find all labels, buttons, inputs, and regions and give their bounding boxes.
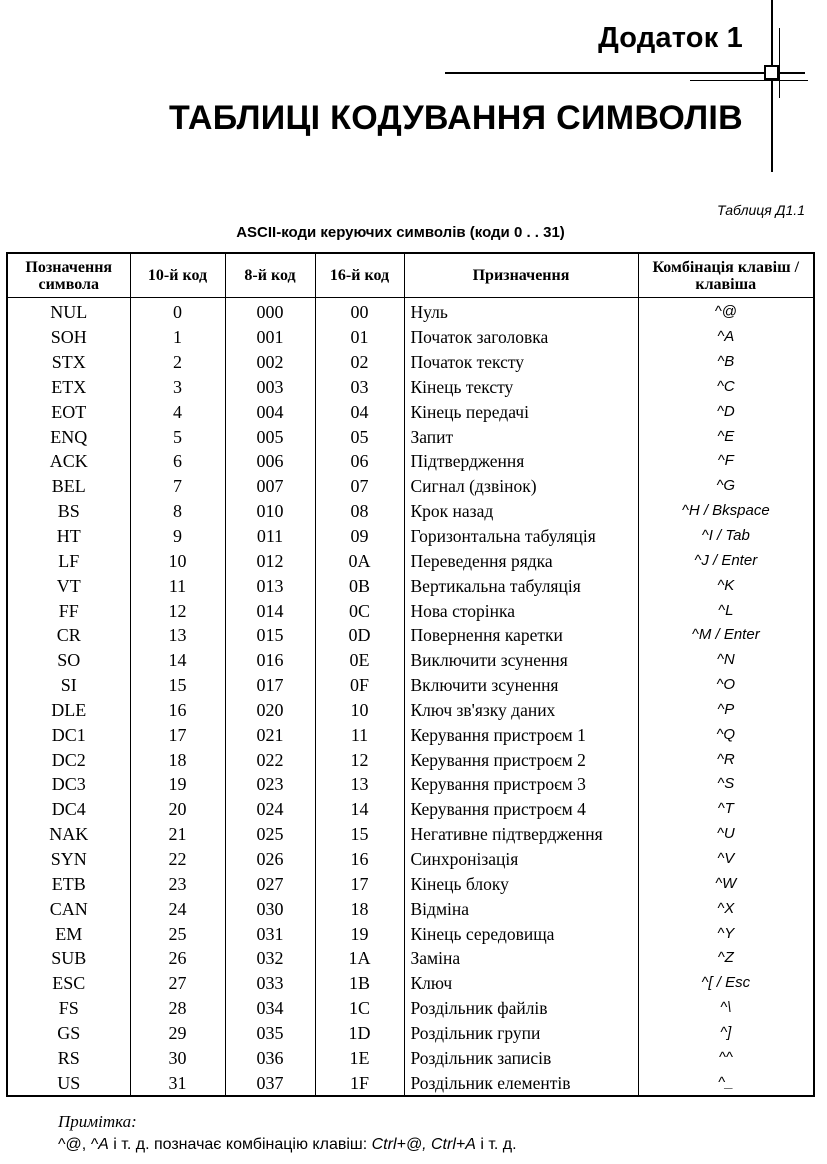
cell-hex: 03 xyxy=(315,375,404,400)
cell-decimal: 14 xyxy=(130,648,225,673)
cell-symbol: FF xyxy=(7,598,130,623)
cell-key-combo: ^T xyxy=(638,797,814,822)
decorative-rule-vertical xyxy=(771,0,773,172)
cell-key-combo: ^Q xyxy=(638,722,814,747)
cell-decimal: 5 xyxy=(130,424,225,449)
cell-octal: 023 xyxy=(225,772,315,797)
cell-hex: 14 xyxy=(315,797,404,822)
cell-octal: 004 xyxy=(225,399,315,424)
cell-symbol: SI xyxy=(7,673,130,698)
cell-octal: 012 xyxy=(225,548,315,573)
cell-symbol: CR xyxy=(7,623,130,648)
cell-hex: 13 xyxy=(315,772,404,797)
cell-decimal: 15 xyxy=(130,673,225,698)
cell-decimal: 12 xyxy=(130,598,225,623)
cell-symbol: SUB xyxy=(7,946,130,971)
cell-decimal: 10 xyxy=(130,548,225,573)
cell-hex: 09 xyxy=(315,524,404,549)
cell-octal: 033 xyxy=(225,971,315,996)
cell-hex: 1D xyxy=(315,1020,404,1045)
cell-octal: 002 xyxy=(225,350,315,375)
cell-hex: 0A xyxy=(315,548,404,573)
cell-octal: 037 xyxy=(225,1070,315,1096)
table-row xyxy=(7,449,814,474)
cell-decimal: 9 xyxy=(130,524,225,549)
table-row xyxy=(7,524,814,549)
table-row xyxy=(7,598,814,623)
cell-key-combo: ^^ xyxy=(638,1045,814,1070)
cell-decimal: 18 xyxy=(130,747,225,772)
table-row xyxy=(7,747,814,772)
cell-hex: 0F xyxy=(315,673,404,698)
cell-symbol: ACK xyxy=(7,449,130,474)
cell-symbol: SOH xyxy=(7,325,130,350)
table-caption xyxy=(0,224,827,241)
table-row xyxy=(7,298,814,325)
cell-octal: 020 xyxy=(225,698,315,723)
table-row xyxy=(7,722,814,747)
table-row xyxy=(7,1070,814,1096)
cell-decimal: 21 xyxy=(130,822,225,847)
cell-octal: 011 xyxy=(225,524,315,549)
cell-symbol: ETX xyxy=(7,375,130,400)
cell-symbol: DC2 xyxy=(7,747,130,772)
cell-octal: 003 xyxy=(225,375,315,400)
cell-key-combo: ^H / Bkspace xyxy=(638,499,814,524)
cell-purpose: Виключити зсунення xyxy=(404,648,638,673)
table-header-row xyxy=(7,253,814,298)
cell-key-combo: ^B xyxy=(638,350,814,375)
table-row xyxy=(7,698,814,723)
column-header-key-combo: Комбінація клавіш / клавіша xyxy=(638,253,814,298)
cell-octal: 035 xyxy=(225,1020,315,1045)
cell-decimal: 4 xyxy=(130,399,225,424)
table-row xyxy=(7,871,814,896)
cell-decimal: 11 xyxy=(130,573,225,598)
cell-key-combo: ^L xyxy=(638,598,814,623)
table-row xyxy=(7,648,814,673)
cell-purpose: Кінець передачі xyxy=(404,399,638,424)
note-text-2: і т. д. xyxy=(475,1136,517,1153)
cell-key-combo: ^_ xyxy=(638,1070,814,1096)
cell-purpose: Повернення каретки xyxy=(404,623,638,648)
cell-purpose: Роздільник записів xyxy=(404,1045,638,1070)
cell-decimal: 1 xyxy=(130,325,225,350)
cell-decimal: 27 xyxy=(130,971,225,996)
cell-decimal: 29 xyxy=(130,1020,225,1045)
cell-key-combo: ^J / Enter xyxy=(638,548,814,573)
cell-hex: 0B xyxy=(315,573,404,598)
cell-symbol: HT xyxy=(7,524,130,549)
cell-purpose: Початок тексту xyxy=(404,350,638,375)
cell-hex: 19 xyxy=(315,921,404,946)
cell-key-combo: ^K xyxy=(638,573,814,598)
table-row xyxy=(7,375,814,400)
cell-key-combo: ^W xyxy=(638,871,814,896)
cell-hex: 1E xyxy=(315,1045,404,1070)
table-row xyxy=(7,896,814,921)
cell-hex: 16 xyxy=(315,847,404,872)
note-combo-2: ^A xyxy=(90,1136,109,1153)
cell-key-combo: ^[ / Esc xyxy=(638,971,814,996)
cell-symbol: BS xyxy=(7,499,130,524)
table-row xyxy=(7,350,814,375)
cell-symbol: NAK xyxy=(7,822,130,847)
cell-octal: 030 xyxy=(225,896,315,921)
cell-octal: 007 xyxy=(225,474,315,499)
cell-key-combo: ^S xyxy=(638,772,814,797)
table-row xyxy=(7,548,814,573)
decorative-rule-vertical-thin xyxy=(779,28,780,98)
cell-hex: 17 xyxy=(315,871,404,896)
cell-hex: 1C xyxy=(315,996,404,1021)
cell-symbol: LF xyxy=(7,548,130,573)
cell-key-combo: ^I / Tab xyxy=(638,524,814,549)
cell-symbol: RS xyxy=(7,1045,130,1070)
cell-decimal: 31 xyxy=(130,1070,225,1096)
cell-hex: 1A xyxy=(315,946,404,971)
decorative-rule-horizontal-thin xyxy=(690,80,808,81)
cell-symbol: BEL xyxy=(7,474,130,499)
cell-purpose: Нуль xyxy=(404,298,638,325)
cell-hex: 0C xyxy=(315,598,404,623)
table-row xyxy=(7,921,814,946)
cell-decimal: 6 xyxy=(130,449,225,474)
cell-purpose: Вертикальна табуляція xyxy=(404,573,638,598)
cell-decimal: 24 xyxy=(130,896,225,921)
cell-octal: 031 xyxy=(225,921,315,946)
cell-key-combo: ^D xyxy=(638,399,814,424)
note-key-1: Ctrl+@, xyxy=(371,1136,427,1153)
cell-hex: 05 xyxy=(315,424,404,449)
ascii-control-codes-table xyxy=(6,252,815,1097)
cell-symbol: EM xyxy=(7,921,130,946)
cell-symbol: VT xyxy=(7,573,130,598)
cell-symbol: CAN xyxy=(7,896,130,921)
cell-octal: 010 xyxy=(225,499,315,524)
note-text xyxy=(58,1136,517,1154)
cell-key-combo: ^M / Enter xyxy=(638,623,814,648)
decorative-rule-square xyxy=(764,65,779,80)
note-combo-1: ^@, xyxy=(58,1136,87,1153)
table-row xyxy=(7,673,814,698)
cell-purpose: Керування пристроєм 1 xyxy=(404,722,638,747)
cell-key-combo: ^E xyxy=(638,424,814,449)
note-label: Примітка: xyxy=(58,1112,137,1131)
cell-octal: 021 xyxy=(225,722,315,747)
table-row xyxy=(7,325,814,350)
column-header-decimal: 10-й код xyxy=(130,253,225,298)
cell-key-combo: ^C xyxy=(638,375,814,400)
cell-key-combo: ^\ xyxy=(638,996,814,1021)
cell-key-combo: ^A xyxy=(638,325,814,350)
cell-key-combo: ^O xyxy=(638,673,814,698)
cell-key-combo: ^P xyxy=(638,698,814,723)
table-row xyxy=(7,499,814,524)
cell-decimal: 20 xyxy=(130,797,225,822)
cell-symbol: DC4 xyxy=(7,797,130,822)
cell-purpose: Крок назад xyxy=(404,499,638,524)
table-row xyxy=(7,399,814,424)
cell-decimal: 19 xyxy=(130,772,225,797)
cell-key-combo: ^] xyxy=(638,1020,814,1045)
cell-octal: 017 xyxy=(225,673,315,698)
cell-purpose: Сигнал (дзвінок) xyxy=(404,474,638,499)
cell-hex: 02 xyxy=(315,350,404,375)
cell-key-combo: ^R xyxy=(638,747,814,772)
decorative-rule-horizontal xyxy=(445,72,805,74)
cell-purpose: Роздільник файлів xyxy=(404,996,638,1021)
cell-hex: 15 xyxy=(315,822,404,847)
cell-symbol: DLE xyxy=(7,698,130,723)
cell-decimal: 30 xyxy=(130,1045,225,1070)
cell-purpose: Ключ зв'язку даних xyxy=(404,698,638,723)
cell-hex: 11 xyxy=(315,722,404,747)
cell-hex: 1F xyxy=(315,1070,404,1096)
cell-purpose: Керування пристроєм 2 xyxy=(404,747,638,772)
cell-purpose: Переведення рядка xyxy=(404,548,638,573)
cell-purpose: Кінець блоку xyxy=(404,871,638,896)
cell-octal: 014 xyxy=(225,598,315,623)
cell-purpose: Кінець тексту xyxy=(404,375,638,400)
cell-hex: 01 xyxy=(315,325,404,350)
cell-key-combo: ^Z xyxy=(638,946,814,971)
cell-purpose: Горизонтальна табуляція xyxy=(404,524,638,549)
cell-symbol: ENQ xyxy=(7,424,130,449)
cell-octal: 026 xyxy=(225,847,315,872)
cell-decimal: 16 xyxy=(130,698,225,723)
cell-purpose: Відміна xyxy=(404,896,638,921)
cell-hex: 04 xyxy=(315,399,404,424)
cell-decimal: 7 xyxy=(130,474,225,499)
appendix-label: Додаток 1 xyxy=(598,22,743,54)
cell-octal: 005 xyxy=(225,424,315,449)
cell-decimal: 13 xyxy=(130,623,225,648)
note-key-2: Ctrl+A xyxy=(431,1136,476,1153)
cell-octal: 006 xyxy=(225,449,315,474)
cell-purpose: Керування пристроєм 3 xyxy=(404,772,638,797)
table-body xyxy=(7,298,814,1097)
table-row xyxy=(7,474,814,499)
note-text-1: і т. д. позначає комбінацію клавіш: xyxy=(108,1136,372,1153)
cell-decimal: 22 xyxy=(130,847,225,872)
cell-hex: 18 xyxy=(315,896,404,921)
cell-octal: 036 xyxy=(225,1045,315,1070)
cell-decimal: 23 xyxy=(130,871,225,896)
cell-octal: 032 xyxy=(225,946,315,971)
column-header-symbol: Позначення символа xyxy=(7,253,130,298)
cell-octal: 024 xyxy=(225,797,315,822)
cell-octal: 034 xyxy=(225,996,315,1021)
cell-purpose: Початок заголовка xyxy=(404,325,638,350)
cell-decimal: 26 xyxy=(130,946,225,971)
cell-hex: 10 xyxy=(315,698,404,723)
column-header-octal: 8-й код xyxy=(225,253,315,298)
table-row xyxy=(7,623,814,648)
cell-hex: 00 xyxy=(315,298,404,325)
table-row xyxy=(7,573,814,598)
cell-hex: 07 xyxy=(315,474,404,499)
cell-octal: 013 xyxy=(225,573,315,598)
table-row xyxy=(7,797,814,822)
cell-symbol: EOT xyxy=(7,399,130,424)
cell-symbol: ESC xyxy=(7,971,130,996)
cell-symbol: DC3 xyxy=(7,772,130,797)
table-row xyxy=(7,1045,814,1070)
table-row xyxy=(7,424,814,449)
cell-decimal: 8 xyxy=(130,499,225,524)
cell-octal: 027 xyxy=(225,871,315,896)
table-caption-text: ASCII-коди керуючих символів (коди 0 . . 31) xyxy=(236,224,565,241)
cell-decimal: 25 xyxy=(130,921,225,946)
cell-hex: 0E xyxy=(315,648,404,673)
cell-purpose: Нова сторінка xyxy=(404,598,638,623)
cell-purpose: Заміна xyxy=(404,946,638,971)
cell-purpose: Негативне підтвердження xyxy=(404,822,638,847)
cell-hex: 12 xyxy=(315,747,404,772)
cell-key-combo: ^V xyxy=(638,847,814,872)
cell-octal: 015 xyxy=(225,623,315,648)
cell-purpose: Кінець середовища xyxy=(404,921,638,946)
cell-hex: 0D xyxy=(315,623,404,648)
cell-hex: 06 xyxy=(315,449,404,474)
cell-key-combo: ^X xyxy=(638,896,814,921)
cell-symbol: US xyxy=(7,1070,130,1096)
cell-purpose: Керування пристроєм 4 xyxy=(404,797,638,822)
cell-decimal: 3 xyxy=(130,375,225,400)
cell-decimal: 2 xyxy=(130,350,225,375)
table-row xyxy=(7,1020,814,1045)
cell-symbol: DC1 xyxy=(7,722,130,747)
cell-purpose: Роздільник групи xyxy=(404,1020,638,1045)
cell-key-combo: ^@ xyxy=(638,298,814,325)
cell-symbol: SO xyxy=(7,648,130,673)
cell-symbol: NUL xyxy=(7,298,130,325)
cell-purpose: Включити зсунення xyxy=(404,673,638,698)
cell-symbol: SYN xyxy=(7,847,130,872)
cell-decimal: 28 xyxy=(130,996,225,1021)
cell-octal: 001 xyxy=(225,325,315,350)
cell-symbol: GS xyxy=(7,1020,130,1045)
cell-key-combo: ^Y xyxy=(638,921,814,946)
cell-purpose: Синхронізація xyxy=(404,847,638,872)
cell-decimal: 0 xyxy=(130,298,225,325)
cell-hex: 1B xyxy=(315,971,404,996)
cell-octal: 022 xyxy=(225,747,315,772)
cell-key-combo: ^G xyxy=(638,474,814,499)
cell-octal: 000 xyxy=(225,298,315,325)
table-row xyxy=(7,772,814,797)
table-row xyxy=(7,946,814,971)
table-row xyxy=(7,996,814,1021)
column-header-purpose: Призначення xyxy=(404,253,638,298)
cell-symbol: ETB xyxy=(7,871,130,896)
cell-key-combo: ^F xyxy=(638,449,814,474)
cell-octal: 025 xyxy=(225,822,315,847)
column-header-hex: 16-й код xyxy=(315,253,404,298)
table-row xyxy=(7,847,814,872)
chapter-title: ТАБЛИЦІ КОДУВАННЯ СИМВОЛІВ xyxy=(168,99,743,137)
cell-purpose: Запит xyxy=(404,424,638,449)
cell-symbol: STX xyxy=(7,350,130,375)
cell-octal: 016 xyxy=(225,648,315,673)
cell-decimal: 17 xyxy=(130,722,225,747)
cell-purpose: Підтвердження xyxy=(404,449,638,474)
cell-symbol: FS xyxy=(7,996,130,1021)
table-number: Таблиця Д1.1 xyxy=(717,202,805,218)
cell-key-combo: ^N xyxy=(638,648,814,673)
cell-hex: 08 xyxy=(315,499,404,524)
cell-key-combo: ^U xyxy=(638,822,814,847)
cell-purpose: Ключ xyxy=(404,971,638,996)
cell-purpose: Роздільник елементів xyxy=(404,1070,638,1096)
table-row xyxy=(7,822,814,847)
table-row xyxy=(7,971,814,996)
